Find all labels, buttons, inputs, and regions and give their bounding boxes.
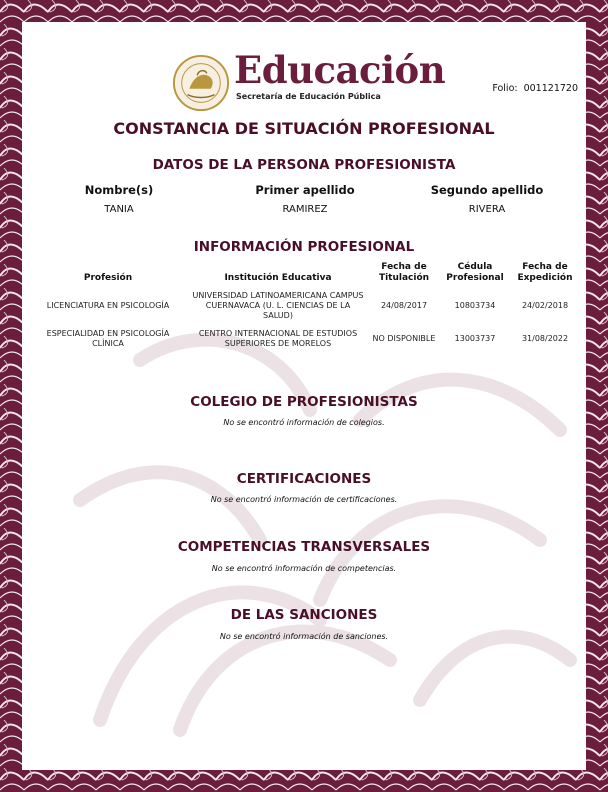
field-value: TANIA	[104, 204, 134, 215]
table-cell: LICENCIATURA EN PSICOLOGÍA	[46, 300, 170, 310]
table-cell: 24/02/2018	[521, 300, 569, 310]
sanctions-note: No se encontró información de sanciones.	[219, 632, 389, 641]
professional-section-title: INFORMACIÓN PROFESIONAL	[193, 239, 415, 255]
column-header: Fecha de Titulación	[378, 262, 430, 284]
document-title: CONSTANCIA DE SITUACIÓN PROFESIONAL	[113, 119, 495, 138]
person-section-title: DATOS DE LA PERSONA PROFESIONISTA	[152, 157, 456, 173]
second-surname-field	[402, 183, 572, 215]
government-seal-icon	[172, 54, 230, 112]
table-cell: 10803734	[454, 300, 496, 310]
table-row	[28, 323, 580, 355]
brand-title: Educación	[234, 48, 446, 92]
field-label: Segundo apellido	[430, 183, 544, 197]
table-cell: 13003737	[454, 333, 496, 343]
field-value: RIVERA	[468, 204, 506, 215]
field-value: RAMIREZ	[282, 204, 328, 215]
colleges-note: No se encontró información de colegios.	[223, 418, 385, 427]
document-page	[22, 22, 586, 770]
folio-label: Folio:	[492, 83, 518, 94]
column-header: Profesión	[83, 273, 133, 284]
competencies-note: No se encontró información de competencias.	[211, 564, 397, 573]
table-cell: CENTRO INTERNACIONAL DE ESTUDIOS SUPERIORES DE MORELOS	[198, 328, 358, 348]
table-header-row	[28, 262, 580, 289]
folio	[492, 83, 578, 94]
first-surname-field	[220, 183, 390, 215]
table-cell: 24/08/2017	[380, 300, 428, 310]
field-label: Primer apellido	[255, 183, 355, 197]
field-label: Nombre(s)	[84, 183, 154, 197]
table-cell: 31/08/2022	[521, 333, 569, 343]
certifications-note: No se encontró información de certificaciones.	[210, 495, 398, 504]
competencies-section-title: COMPETENCIAS TRANSVERSALES	[177, 539, 431, 555]
column-header: Institución Educativa	[224, 273, 332, 284]
brand-subtitle: Secretaría de Educación Pública	[236, 92, 381, 101]
table-row	[28, 289, 580, 323]
table-cell: UNIVERSIDAD LATINOAMERICANA CAMPUS CUERNAVACA (U. L. CIENCIAS DE LA SALUD)	[192, 290, 364, 320]
professional-table	[28, 262, 580, 355]
table-cell: ESPECIALIDAD EN PSICOLOGÍA CLÍNICA	[46, 328, 170, 348]
column-header: Cédula Profesional	[446, 262, 504, 284]
sanctions-section-title: DE LAS SANCIONES	[230, 607, 378, 623]
colleges-section-title: COLEGIO DE PROFESIONISTAS	[190, 394, 418, 410]
folio-value: 001121720	[523, 83, 578, 94]
table-cell: NO DISPONIBLE	[372, 333, 436, 343]
certifications-section-title: CERTIFICACIONES	[236, 471, 372, 487]
first-name-field	[34, 183, 204, 215]
column-header: Fecha de Expedición	[517, 262, 573, 284]
